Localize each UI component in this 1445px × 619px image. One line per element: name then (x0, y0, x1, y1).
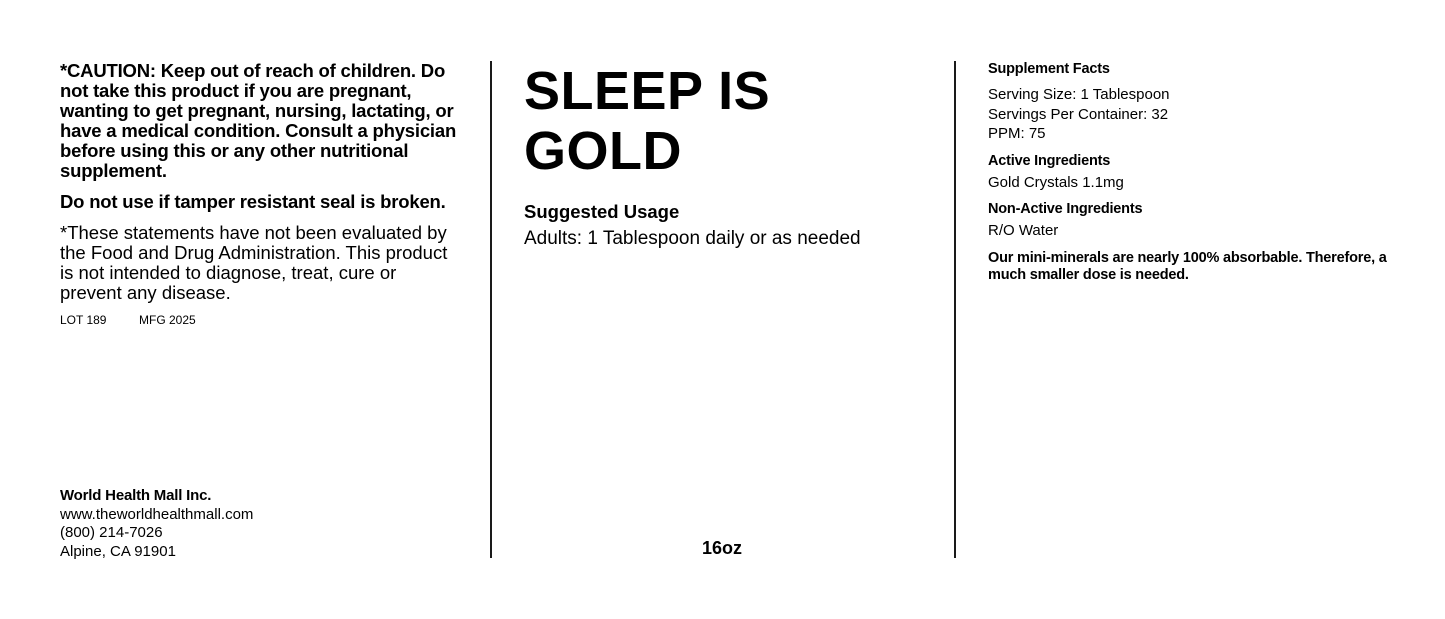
product-title: SLEEP IS GOLD (524, 61, 771, 181)
right-panel (988, 61, 1388, 558)
supplement-facts-heading: Supplement Facts (988, 61, 1110, 77)
company-info (60, 487, 253, 561)
tamper-warning: Do not use if tamper resistant seal is broken. (60, 191, 446, 212)
absorption-note: Our mini-minerals are nearly 100% absorbable. Therefore, a much smaller dose is needed. (988, 249, 1387, 283)
non-active-ingredients (988, 201, 1388, 241)
serving-info (988, 85, 1388, 144)
fda-disclaimer: *These statements have not been evaluated by the Food and Drug Administration. This product is not intended to diagnose, treat, cure or prevent any disease. (60, 222, 448, 303)
usage-heading: Suggested Usage (524, 201, 680, 222)
divider (954, 61, 956, 558)
center-panel (524, 61, 924, 558)
caution-warning: *CAUTION: Keep out of reach of children. Do not take this product if you are pregnant, wanting to get pregnant, nursing, lactating, or have a medical condition. Consult a physician before using this or any other nutritional supplement. (60, 60, 457, 181)
left-panel (60, 61, 460, 558)
ppm-value: PPM: 75 (988, 125, 1046, 142)
company-website: www.theworldhealthmall.com (60, 505, 254, 523)
non-active-ingredients-heading: Non-Active Ingredients (988, 201, 1143, 217)
lot-mfg-line (60, 312, 460, 328)
company-address: Alpine, CA 91901 (60, 542, 176, 560)
company-name: World Health Mall Inc. (60, 487, 212, 504)
active-ingredients (988, 153, 1388, 193)
active-ingredient-item: Gold Crystals 1.1mg (988, 173, 1124, 191)
servings-per-container: Servings Per Container: 32 (988, 105, 1169, 123)
mfg-year: MFG 2025 (139, 313, 196, 327)
company-phone: (800) 214-7026 (60, 524, 163, 541)
usage-text: Adults: 1 Tablespoon daily or as needed (524, 228, 861, 249)
lot-number: LOT 189 (60, 313, 107, 327)
non-active-ingredient-item: R/O Water (988, 222, 1059, 239)
serving-size: Serving Size: 1 Tablespoon (988, 86, 1170, 103)
volume-label: 16oz (701, 538, 743, 558)
divider (490, 61, 492, 558)
active-ingredients-heading: Active Ingredients (988, 152, 1111, 169)
